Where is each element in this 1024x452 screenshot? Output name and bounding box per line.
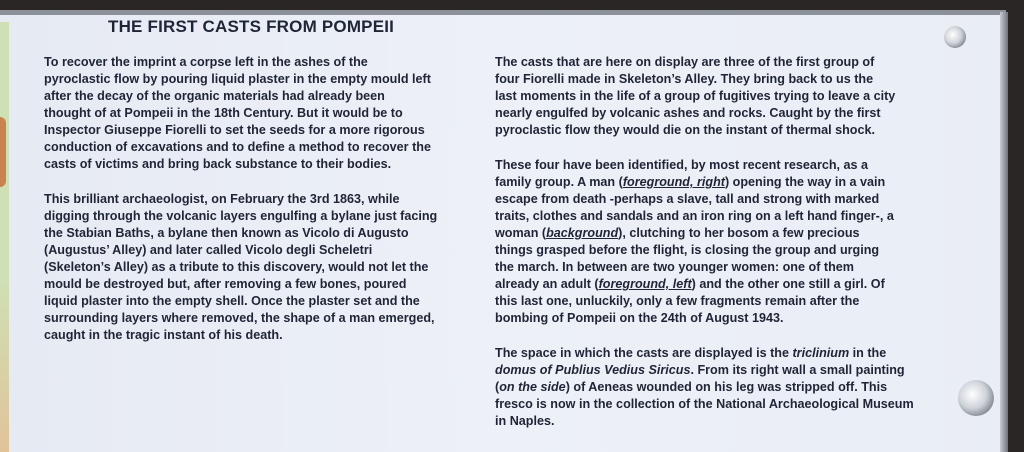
text-line [44,310,437,327]
text-segment: this last one, unluckily, only a few fragments remain after the [495,294,860,308]
text-line [44,156,437,173]
text-segment: in Naples. [495,414,555,428]
text-segment: four Fiorelli made in Skeleton’s Alley. They bring back to us the [495,72,874,86]
text-line [44,54,437,71]
text-line [495,122,914,139]
text-segment: the march. In between are two younger women: one of them [495,260,854,274]
text-line [44,208,437,225]
text-segment: These four have been identified, by most recent research, as a [495,158,869,172]
text-line [495,191,914,208]
text-segment: This brilliant archaeologist, on February the 3rd 1863, while [44,192,400,206]
text-line [44,225,437,242]
text-line [495,413,914,430]
text-segment: family group. A man ( [495,175,623,189]
text-segment: . From its right wall a small painting [690,363,905,377]
text-segment: last moments in the life of a group of fugitives trying to leave a city [495,89,896,103]
text-line [495,396,914,413]
text-line [495,259,914,276]
text-segment: pyroclastic flow they would die on the instant of thermal shock. [495,123,875,137]
text-line [44,71,437,88]
text-segment: woman ( [495,226,547,240]
text-line [44,191,437,208]
emphasized-text: on the side [499,380,566,394]
text-line [44,88,437,105]
text-segment: (Augustus’ Alley) and later called Vicolo degli Scheletri [44,243,373,257]
text-line [44,105,437,122]
paragraph [495,157,914,327]
text-segment: bombing of Pompeii on the 24th of August 1943. [495,311,784,325]
text-line [495,345,914,362]
text-segment: caught in the tragic instant of his death. [44,328,283,342]
text-segment: after the decay of the organic materials had already been [44,89,385,103]
emphasized-text: triclinium [792,346,850,360]
plaque-right-edge [1000,12,1008,452]
text-segment: ) of Aeneas wounded on his leg was stripped off. This [565,380,888,394]
plaque-title: THE FIRST CASTS FROM POMPEII [108,17,395,36]
text-segment: ) and the other one still a girl. Of [691,277,885,291]
right-text-column [495,54,914,448]
text-line [44,276,437,293]
text-line [495,225,914,242]
paragraph [44,54,437,173]
emphasized-text: foreground, left [598,277,692,291]
text-line [44,122,437,139]
text-line [495,71,914,88]
text-segment: fresco is now in the collection of the National Archaeological Museum [495,397,914,411]
text-segment: in the [849,346,887,360]
text-segment: surrounding layers where removed, the shape of a man emerged, [44,311,435,325]
text-segment: To recover the imprint a corpse left in the ashes of the [44,55,368,69]
text-segment: ), clutching to her bosom a few precious [618,226,860,240]
paragraph [495,345,914,430]
text-segment: the Stabian Baths, a bylane then known as Vicolo di Augusto [44,226,409,240]
text-line [44,293,437,310]
text-segment: casts of victims and bring back substance to their bodies. [44,157,392,171]
text-segment: thought of at Pompeii in the 18th Century. But it would be to [44,106,403,120]
mounting-screw-icon [958,380,994,416]
text-line [495,105,914,122]
text-line [495,208,914,225]
text-line [495,157,914,174]
emphasized-text: background [546,226,619,240]
left-text-column [44,54,437,362]
adjacent-panel-strip [0,22,9,452]
text-segment: digging through the volcanic layers engulfing a bylane just facing [44,209,438,223]
text-segment: traits, clothes and sandals and an iron ring on a left hand finger-, a [495,209,894,223]
text-segment: pyroclastic flow by pouring liquid plaster in the empty mould left [44,72,431,86]
mounting-screw-icon [944,26,966,48]
text-segment: already an adult ( [495,277,599,291]
text-line [495,88,914,105]
text-segment: (Skeleton’s Alley) as a tribute to this discovery, would not let the [44,260,429,274]
text-line [44,242,437,259]
text-line [495,276,914,293]
text-segment: Inspector Giuseppe Fiorelli to set the seeds for a more rigorous [44,123,425,137]
text-line [44,139,437,156]
text-line [44,327,437,344]
text-line [495,293,914,310]
paragraph [495,54,914,139]
text-line [495,310,914,327]
text-line [44,259,437,276]
text-segment: The casts that are here on display are three of the first group of [495,55,875,69]
text-segment: liquid plaster into the empty shell. Once the plaster set and the [44,294,420,308]
text-segment: things grasped before the flight, is closing the group and urging [495,243,880,257]
text-segment: escape from death -perhaps a slave, tall and strong with marked [495,192,880,206]
text-line [495,379,914,396]
text-line [495,242,914,259]
text-segment: ( [495,380,500,394]
text-segment: ) opening the way in a vain [724,175,886,189]
text-line [495,174,914,191]
text-line [495,362,914,379]
adjacent-panel-graphic [0,117,6,187]
paragraph [44,191,437,344]
text-segment: mould be destroyed but, after removing a few bones, poured [44,277,407,291]
emphasized-text: foreground, right [622,175,725,189]
text-line [495,54,914,71]
emphasized-text: domus of Publius Vedius Siricus [495,363,691,377]
text-segment: conduction of excavations and to define a method to recover the [44,140,431,154]
text-segment: The space in which the casts are displayed is the [495,346,793,360]
text-segment: nearly engulfed by volcanic ashes and rocks. Caught by the first [495,106,881,120]
plaque-top-edge [0,10,1006,15]
